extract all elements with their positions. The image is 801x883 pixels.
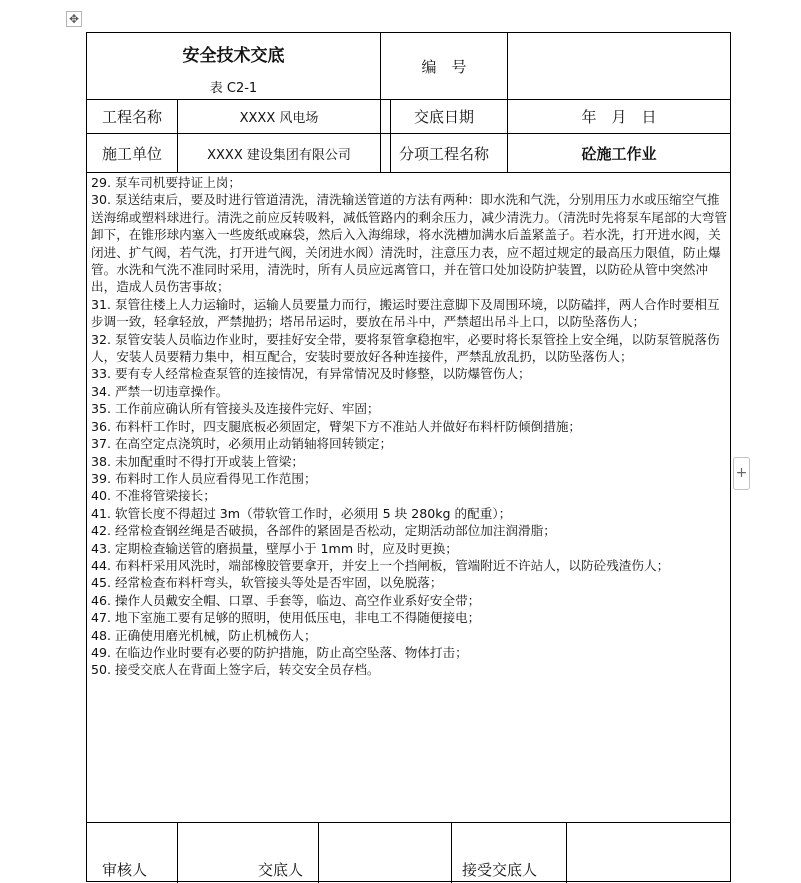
briefing-item: 31. 泵管往楼上人力运输时，运输人员要量力而行，搬运时要注意脚下及周围环境，以防磕拌，两人合作时要相互步调一致，轻拿轻放，严禁抛扔；塔吊吊运时，要放在吊斗中，严禁超出吊斗上口，以防坠落伤人； [91, 296, 720, 330]
briefing-item: 49. 在临边作业时要有必要的防护措施，防止高空坠落、物体打击； [91, 644, 468, 660]
add-column-plus-icon[interactable]: + [733, 457, 750, 490]
briefing-item: 43. 定期检查输送管的磨损量，壁厚小于 1mm 时，应及时更换； [91, 540, 458, 556]
receiver-label: 接受交底人 [462, 861, 538, 879]
subproject-label: 分项工程名称 [398, 144, 489, 163]
briefing-item: 30. 泵送结束后，要及时进行管道清洗，清洗输送管道的方法有两种：即水洗和气洗，分别用压力水或压缩空气推送海绵或塑料球进行。清洗之前应反转吸料，减低管路内的剩余压力，减少清洗力。（清洗时先将泵车尾部的大弯管卸下，在锥形球内塞入一些废纸或麻袋，然后入入海绵球，将水洗槽加满水后盖紧盖子。若水洗，打开进水阀，关闭进、扩气阀，若气洗，打开进气阀，关闭进水阀）清洗时，注意压力表，应不超过规定的最高压力限值，防止爆管。水洗和气洗不准同时采用，清洗时，所有人员应远离管口，并在管口处加设防护装置，以防砼从管中突然冲出，造成人员伤害事故； [91, 192, 727, 295]
briefing-item: 35. 工作前应确认所有管接头及连接件完好、牢固； [91, 401, 380, 417]
number-label: 编 号 [421, 57, 467, 76]
presenter-label: 交底人 [258, 861, 304, 879]
subproject-value[interactable]: 砼施工作业 [581, 144, 657, 163]
briefing-content[interactable] [91, 174, 728, 679]
date-label: 交底日期 [413, 108, 474, 126]
briefing-item: 42. 经常检查钢丝绳是否破损，各部件的紧固是否松动，定期活动部位加注润滑脂； [91, 523, 556, 539]
unit-value[interactable]: XXXX 建设集团有限公司 [207, 147, 351, 163]
date-value[interactable]: 年 月 日 [581, 108, 657, 126]
briefing-item: 44. 布料杆采用风洗时，端部橡胶管要拿开，并安上一个挡闸板，管端附近不许站人，以防砼残渣伤人； [91, 557, 670, 573]
briefing-item: 41. 软管长度不得超过 3m（带软管工作时，必须用 5 块 280kg 的配重）； [91, 505, 512, 521]
unit-label: 施工单位 [101, 144, 162, 163]
briefing-item: 32. 泵管安装人员临边作业时，要挂好安全带，要将泵管拿稳抱牢，必要时将长泵管拴上安全绳，以防泵管脱落伤人，安装人员要精力集中，相互配合，安装时要放好各种连接件，严禁乱放乱扔，以防坠落伤人； [91, 331, 720, 365]
briefing-item: 38. 未加配重时不得打开或装上管梁； [91, 453, 304, 469]
project-name-label: 工程名称 [101, 108, 162, 126]
reviewer-label: 审核人 [102, 861, 148, 879]
number-value[interactable] [508, 33, 730, 99]
briefing-item: 36. 布料杆工作时，四支腿底板必须固定，臂架下方不准站人并做好布料杆防倾倒措施； [91, 418, 582, 434]
briefing-item: 37. 在高空定点浇筑时，必须用止动销轴将回转锁定； [91, 436, 393, 452]
form-code: 表 C2-1 [209, 81, 258, 96]
safety-briefing-form [86, 32, 731, 882]
project-name-value[interactable]: XXXX 风电场 [239, 111, 319, 126]
briefing-item: 45. 经常检查布料杆弯头，软管接头等处是否牢固，以免脱落； [91, 575, 443, 591]
table-move-handle-icon[interactable]: ✥ [66, 11, 82, 27]
briefing-item: 40. 不准将管梁接长； [91, 488, 216, 504]
briefing-item: 46. 操作人员戴安全帽、口罩、手套等，临边、高空作业系好安全带； [91, 592, 481, 608]
briefing-item: 47. 地下室施工要有足够的照明，使用低压电，非电工不得随便接电； [91, 610, 481, 626]
briefing-item: 34. 严禁一切违章操作。 [91, 383, 229, 399]
briefing-item: 39. 布料时工作人员应看得见工作范围； [91, 470, 317, 486]
briefing-item: 50. 接受交底人在背面上签字后，转交安全员存档。 [91, 662, 380, 678]
briefing-item: 29. 泵车司机要持证上岗； [91, 175, 241, 190]
briefing-item: 33. 要有专人经常检查泵管的连接情况，有异常情况及时修整，以防爆管伤人； [91, 366, 531, 382]
briefing-item: 48. 正确使用磨光机械，防止机械伤人； [91, 627, 317, 643]
form-title: 安全技术交底 [182, 46, 285, 66]
